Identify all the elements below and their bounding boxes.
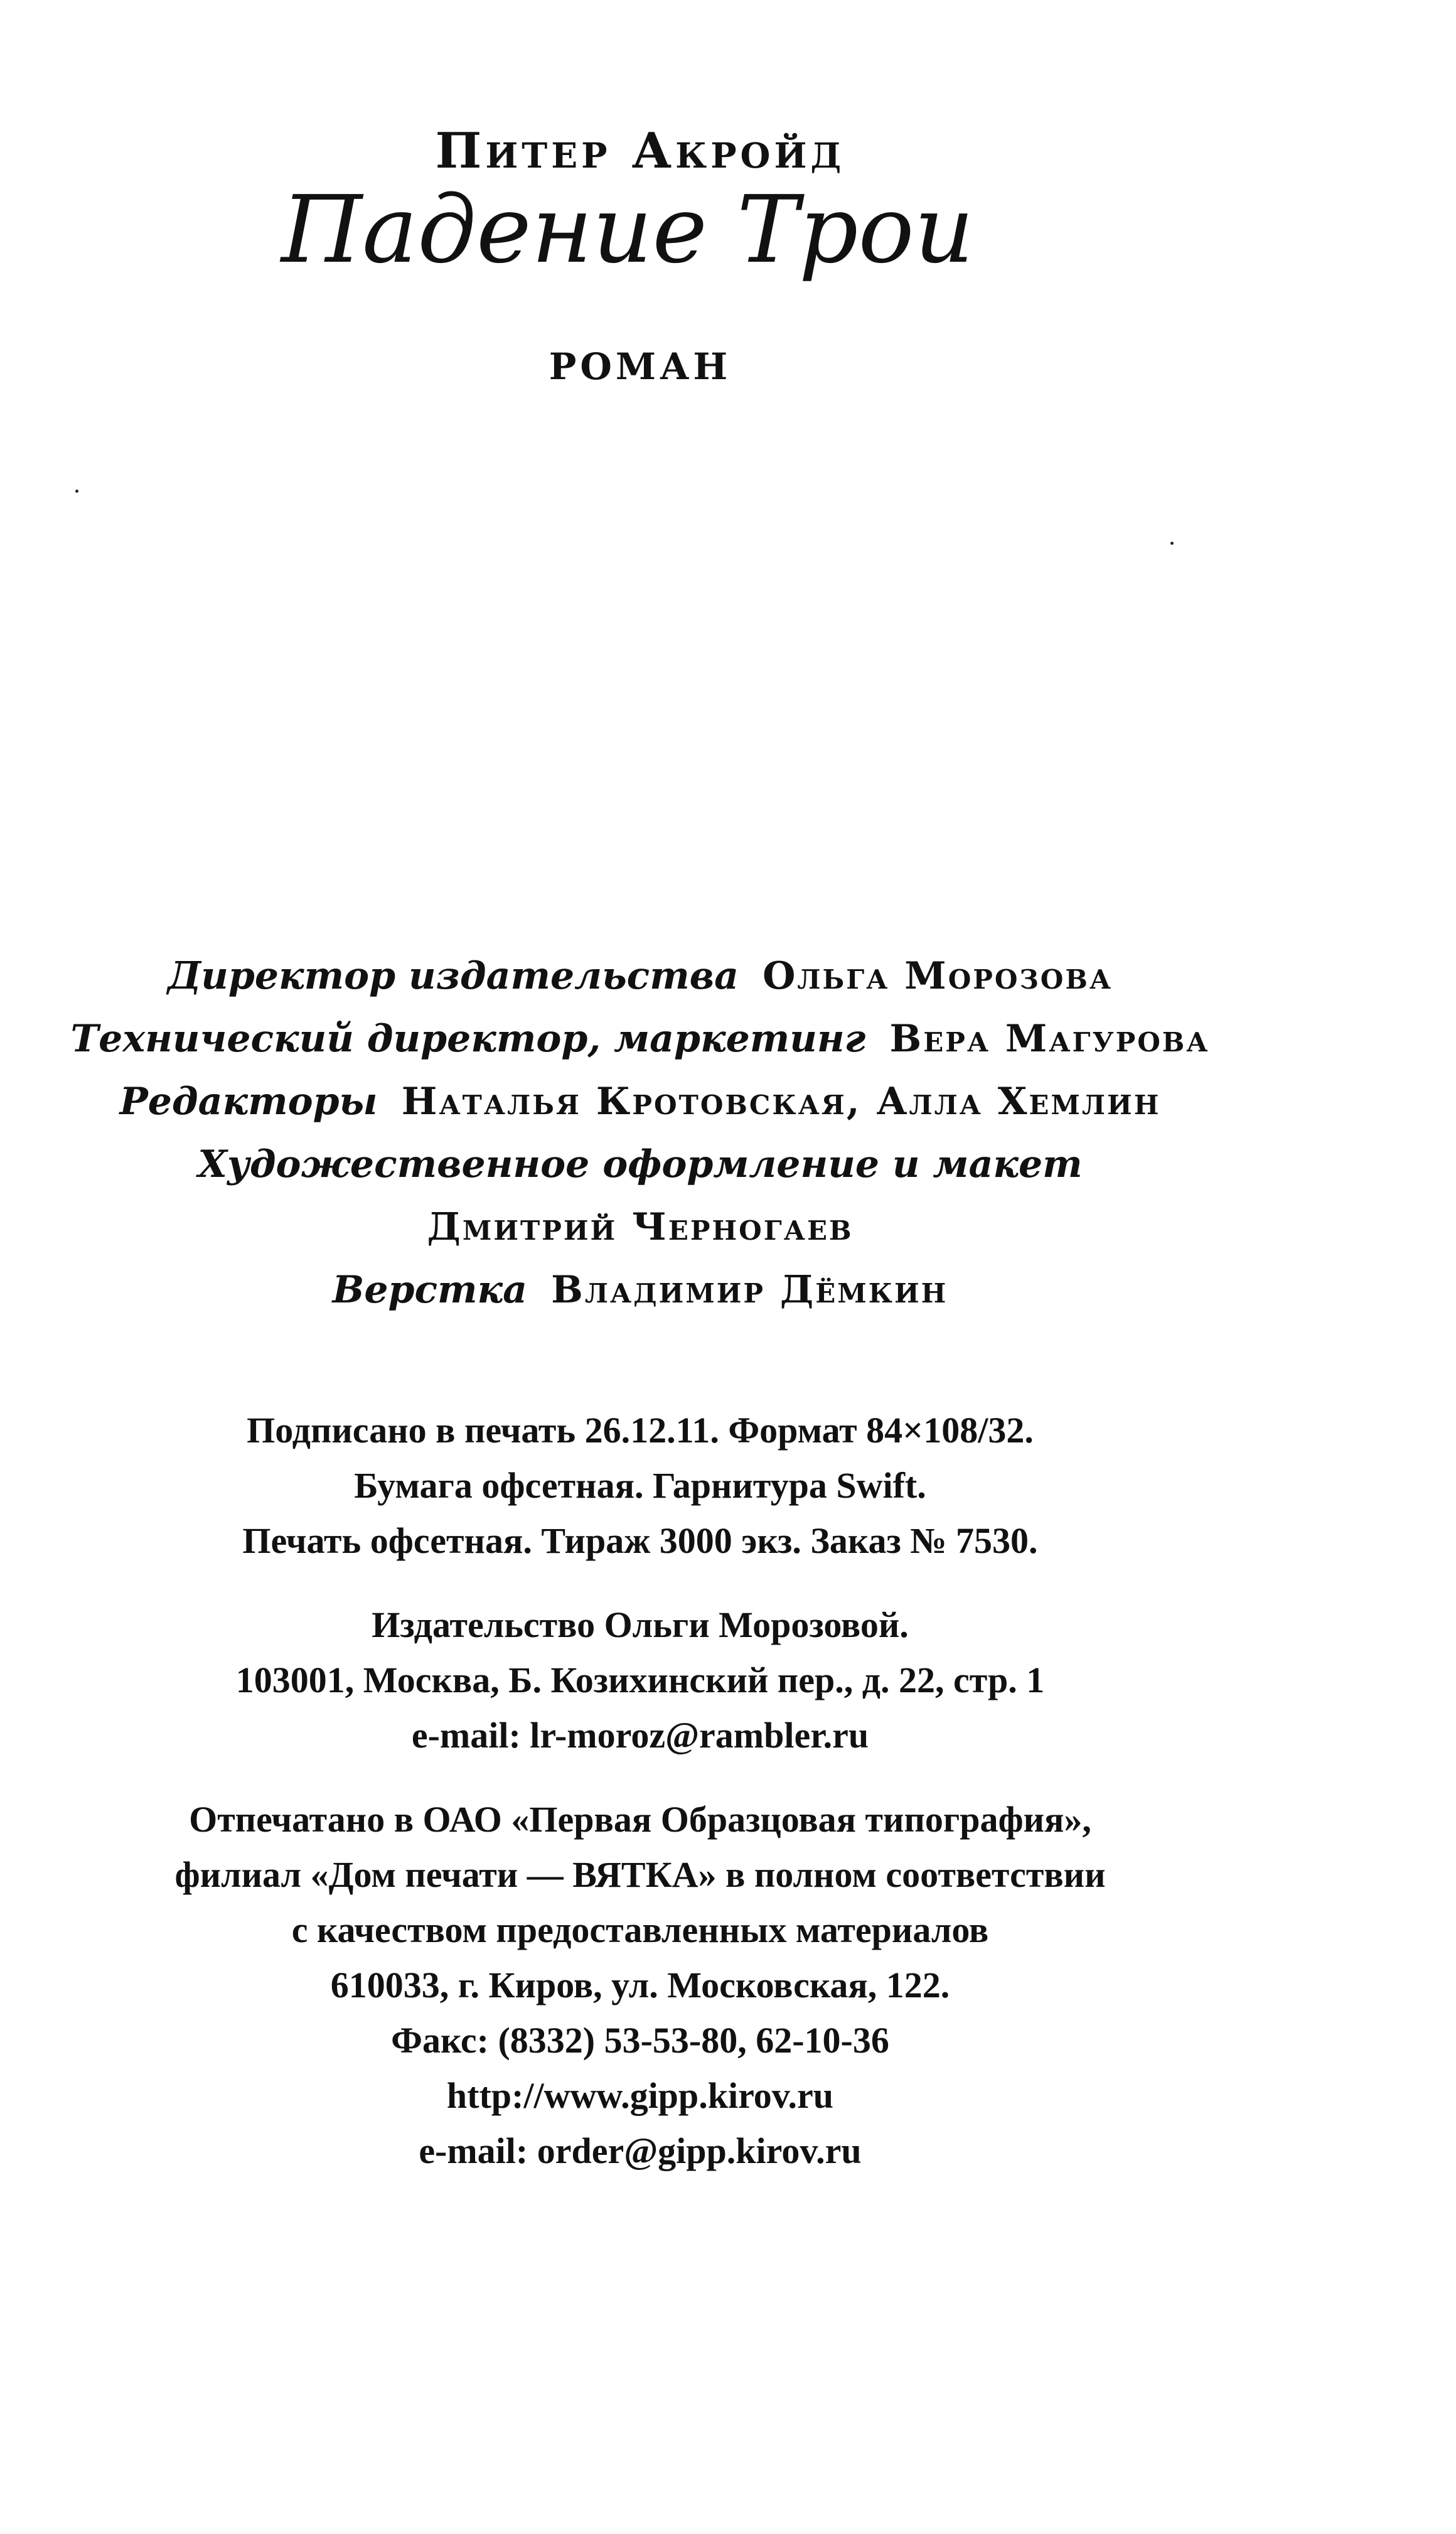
printer-line: с качеством предоставленных материалов (291, 1909, 989, 1950)
print-speck (1170, 542, 1174, 545)
print-specs-line: Печать офсетная. Тираж 3000 экз. Заказ № 7530. (242, 1520, 1038, 1561)
credit-role: Верстка (332, 1268, 528, 1312)
genre-label: РОМАН (549, 345, 732, 388)
publisher-line: 103001, Москва, Б. Козихинский пер., д. 22, стр. 1 (235, 1660, 1045, 1700)
credit-role: Технический директор, маркетинг (70, 1017, 866, 1061)
printer-fax: Факс: (8332) 53-53-80, 62-10-36 (391, 2020, 889, 2061)
printer-website: http://www.gipp.kirov.ru (446, 2075, 834, 2116)
credit-name: Владимир Дёмкин (551, 1268, 948, 1312)
publisher-block (0, 1597, 1280, 1763)
print-specs-block (0, 1403, 1280, 1569)
credit-name: Вера Магурова (889, 1017, 1210, 1061)
printer-line: Отпечатано в ОАО «Первая Образцовая типография», (189, 1799, 1091, 1840)
credit-name: Ольга Морозова (763, 954, 1113, 998)
printer-email: e-mail: order@gipp.kirov.ru (419, 2130, 862, 2171)
book-title: Падение Трои (281, 176, 974, 284)
credit-line (0, 1196, 1280, 1259)
print-specs-line: Бумага офсетная. Гарнитура Swift. (354, 1465, 926, 1506)
credit-line (0, 1133, 1280, 1196)
print-speck (75, 490, 78, 493)
credits-block (0, 945, 1280, 1321)
publisher-line: Издательство Ольги Морозовой. (372, 1604, 909, 1645)
credit-role: Директор издательства (167, 954, 739, 998)
author-name: Питер Акройд (435, 122, 845, 180)
printer-line: филиал «Дом печати — ВЯТКА» в полном соответствии (174, 1854, 1106, 1895)
credit-line (0, 1259, 1280, 1321)
credit-role: Редакторы (119, 1080, 378, 1124)
credit-line (0, 945, 1280, 1007)
printer-block (0, 1792, 1280, 2179)
publisher-email: e-mail: lr-moroz@rambler.ru (411, 1715, 869, 1756)
credit-role: Художественное оформление и макет (198, 1142, 1083, 1186)
credit-name: Дмитрий Черногаев (427, 1205, 854, 1249)
credit-line (0, 1070, 1280, 1133)
credit-line (0, 1007, 1280, 1070)
printer-address: 610033, г. Киров, ул. Московская, 122. (330, 1965, 950, 2005)
credit-name: Наталья Кротовская, Алла Хемлин (401, 1080, 1161, 1124)
print-specs-line: Подписано в печать 26.12.11. Формат 84×108/32. (247, 1410, 1034, 1451)
